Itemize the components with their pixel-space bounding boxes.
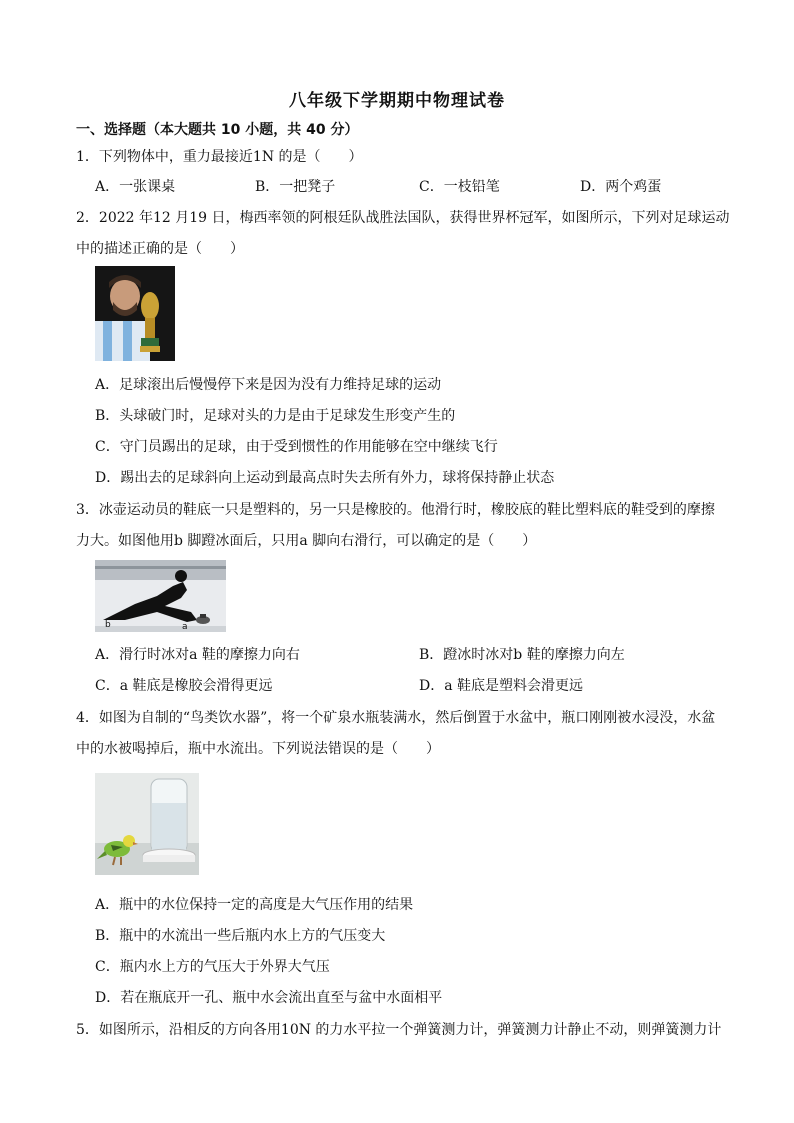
question-4-option-c: C．瓶内水上方的气压大于外界大气压 (95, 959, 330, 975)
section-heading: 一、选择题（本大题共 10 小题，共 40 分） (76, 122, 359, 138)
question-2-option-c: C．守门员踢出的足球，由于受到惯性的作用能够在空中继续飞行 (95, 439, 498, 455)
bird-water-feeder-photo (95, 773, 199, 875)
question-4-option-a: A．瓶中的水位保持一定的高度是大气压作用的结果 (95, 897, 414, 913)
question-1-option-b: B．一把凳子 (255, 179, 336, 195)
question-1-option-a: A．一张课桌 (95, 179, 176, 195)
question-4-stem-line1: 4．如图为自制的“鸟类饮水器”，将一个矿泉水瓶装满水，然后倒置于水盆中，瓶口刚刚被水浸没，水盆 (76, 710, 716, 726)
question-5-stem-line1: 5．如图所示，沿相反的方向各用10N 的力水平拉一个弹簧测力计，弹簧测力计静止不动，则弹簧测力计 (76, 1022, 722, 1038)
question-3-option-a: A．滑行时冰对a 鞋的摩擦力向右 (95, 647, 300, 663)
question-1-option-c: C．一枝铅笔 (419, 179, 500, 195)
question-2-stem-line1: 2．2022 年12 月19 日，梅西率领的阿根廷队战胜法国队，获得世界杯冠军，如图所示，下列对足球运动 (76, 210, 730, 226)
question-2-option-d: D．踢出去的足球斜向上运动到最高点时失去所有外力，球将保持静止状态 (95, 470, 555, 486)
question-4-option-b: B．瓶中的水流出一些后瓶内水上方的气压变大 (95, 928, 386, 944)
question-4-option-d: D．若在瓶底开一孔、瓶中水会流出直至与盆中水面相平 (95, 990, 443, 1006)
question-2-option-a: A．足球滚出后慢慢停下来是因为没有力维持足球的运动 (95, 377, 442, 393)
exam-title: 八年级下学期期中物理试卷 (289, 91, 505, 111)
question-3-stem-line2: 力大。如图他用b 脚蹬冰面后，只用a 脚向右滑行，可以确定的是（ ） (76, 533, 537, 549)
question-3-option-d: D．a 鞋底是塑料会滑更远 (419, 678, 584, 694)
question-2-option-b: B．头球破门时，足球对头的力是由于足球发生形变产生的 (95, 408, 456, 424)
player-trophy-photo (95, 266, 175, 361)
question-3-option-b: B．蹬冰时冰对b 鞋的摩擦力向左 (419, 647, 625, 663)
question-4-stem-line2: 中的水被喝掉后，瓶中水流出。下列说法错误的是（ ） (76, 741, 440, 757)
curling-athlete-photo (95, 560, 226, 632)
foot-label-b: b (105, 620, 111, 630)
question-3-option-c: C．a 鞋底是橡胶会滑得更远 (95, 678, 273, 694)
question-1-option-d: D．两个鸡蛋 (580, 179, 662, 195)
question-3-stem-line1: 3．冰壶运动员的鞋底一只是塑料的，另一只是橡胶的。他滑行时，橡胶底的鞋比塑料底的鞋受到的摩擦 (76, 502, 715, 518)
question-1-stem: 1．下列物体中，重力最接近1N 的是（ ） (76, 149, 363, 165)
question-2-stem-line2: 中的描述正确的是（ ） (76, 241, 244, 257)
foot-label-a: a (182, 622, 188, 632)
